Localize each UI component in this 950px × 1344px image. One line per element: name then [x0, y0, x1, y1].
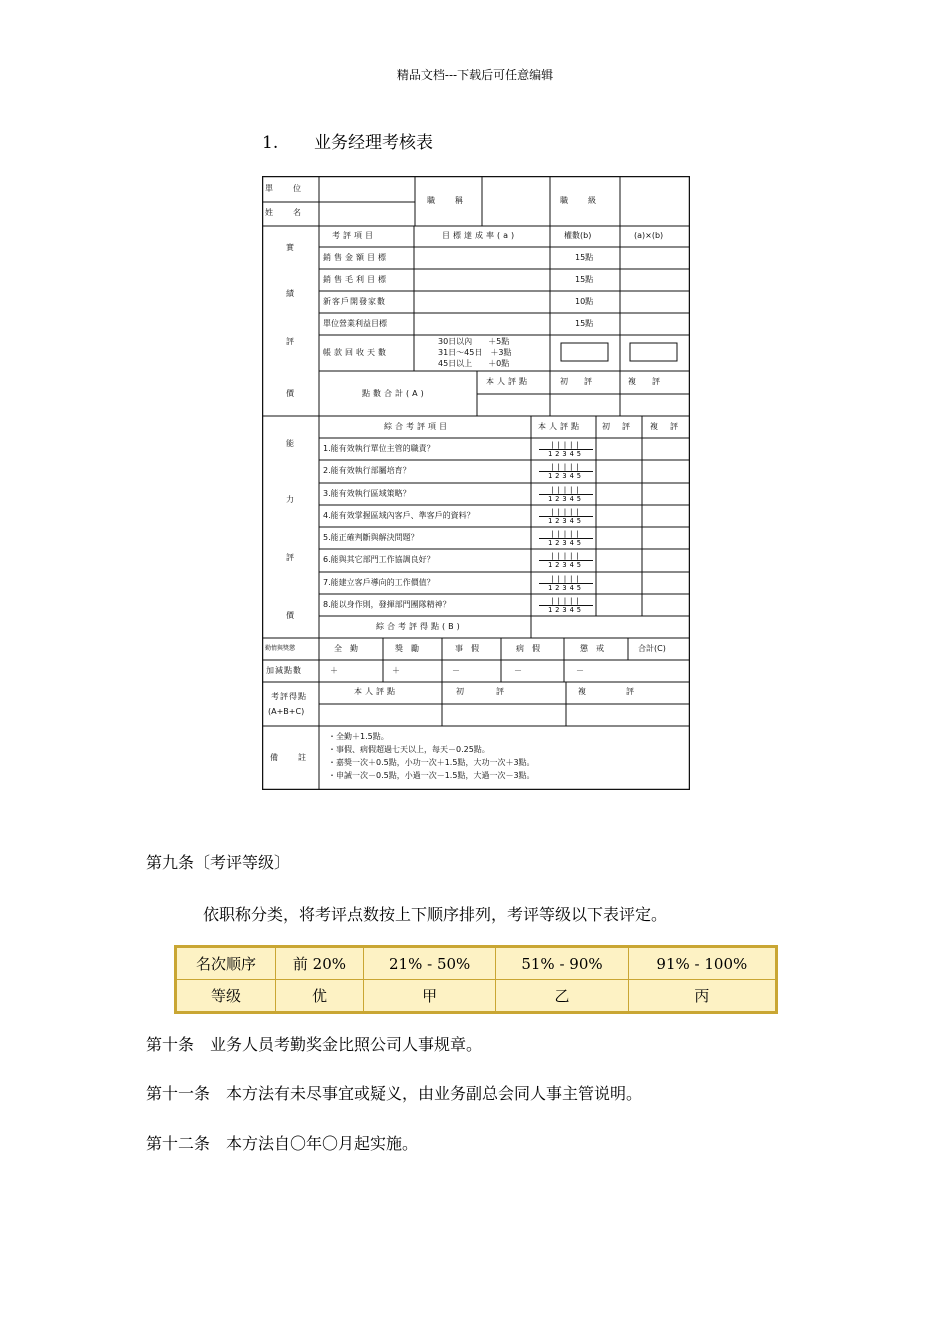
note-2: ・事假、病假超過七天以上，每天－0.25點。: [328, 745, 490, 754]
scale-numbers: 12345: [547, 495, 585, 503]
rating-scale-4: [539, 508, 593, 525]
perf-item-4: 單位營業利益目標: [323, 319, 387, 328]
table-cell: 名次顺序: [177, 948, 276, 980]
rating-scale-5: [539, 530, 593, 547]
table-cell: 优: [275, 980, 363, 1012]
grade-table: [176, 947, 776, 1012]
page-header: 精品文档---下载后可任意编辑: [396, 68, 554, 82]
scale-numbers: 12345: [547, 472, 585, 480]
collection-item: 帳款回收天數: [323, 348, 389, 357]
section-title: [262, 128, 433, 153]
ability-self-rating: 本人評點: [538, 422, 582, 431]
notes-label: 備 註: [270, 753, 312, 762]
article-10: 第十条 业务人员考勤奖金比照公司人事规章。: [146, 1035, 483, 1054]
rating-scale-8: [539, 597, 593, 614]
perf-total-label: 點數合計(A): [362, 389, 427, 398]
ability-side-2: 力: [286, 495, 294, 504]
score-formula: (A+B+C): [268, 707, 305, 716]
perf-side-2: 績: [286, 289, 294, 298]
ability-header: 綜合考評項目: [384, 422, 450, 431]
collection-rule-1: 30日以內 ＋5點: [438, 337, 510, 346]
perf-item-3: 新客戶開發家數: [323, 297, 386, 306]
grade-paragraph: 依职称分类，将考评点数按上下顺序排列，考评等级以下表评定。: [203, 905, 668, 924]
score-first-rating: 初 評: [456, 687, 506, 696]
perf-weight-1: 15點: [575, 253, 594, 262]
article-12: 第十二条 本方法自〇年〇月起实施。: [146, 1134, 419, 1153]
perf-side-1: 實: [286, 243, 294, 252]
section-title-text: 业务经理考核表: [314, 133, 433, 153]
attendance-col-5: 懲 戒: [580, 644, 604, 653]
adjust-sign-5: －: [576, 666, 584, 675]
scale-ticks: |||||: [539, 597, 593, 606]
adjust-sign-4: －: [514, 666, 522, 675]
note-1: ・全勤＋1.5點。: [328, 732, 389, 741]
ability-side-4: 價: [286, 611, 294, 620]
scale-numbers: 12345: [547, 584, 585, 592]
perf-side-4: 價: [286, 389, 294, 398]
job-title-label: 職 稱: [427, 196, 469, 205]
section-number: 1.: [262, 133, 279, 153]
perf-item-1: 銷售金額目標: [323, 253, 389, 262]
unit-label: 單 位: [265, 184, 307, 193]
scale-ticks: |||||: [539, 463, 593, 472]
rating-scale-3: [539, 486, 593, 503]
rating-scale-7: [539, 575, 593, 592]
ability-side-1: 能: [286, 439, 294, 448]
ability-side-3: 評: [286, 553, 294, 562]
rating-scale-6: [539, 552, 593, 569]
ability-total-label: 綜合考評得點(B): [376, 622, 463, 631]
note-3: ・嘉獎一次＋0.5點，小功一次＋1.5點，大功一次＋3點。: [328, 758, 535, 767]
score-self-rating: 本人評點: [354, 687, 398, 696]
perf-weight-3: 10點: [575, 297, 594, 306]
ability-first-rating: 初 評: [602, 422, 632, 431]
attendance-col-1: 全 勤: [334, 644, 358, 653]
article-9: 第九条〔考评等级〕: [146, 853, 291, 872]
attendance-col-6: 合計(C): [638, 644, 666, 653]
form-grid: [262, 176, 690, 790]
evaluation-form: [262, 176, 690, 790]
attendance-col-2: 獎 勵: [395, 644, 419, 653]
scale-ticks: |||||: [539, 530, 593, 539]
score-second-rating: 複 評: [578, 687, 638, 696]
article-11: 第十一条 本方法有未尽事宜或疑义，由业务副总会同人事主管说明。: [146, 1084, 643, 1103]
rating-scale-1: [539, 441, 593, 458]
ability-item-5: 5.能正確判斷與解決問題？: [323, 533, 419, 542]
scale-numbers: 12345: [547, 517, 585, 525]
ability-item-1: 1.能有效執行單位主管的職責？: [323, 444, 435, 453]
score-label: 考評得點: [271, 692, 307, 701]
collection-rule-2: 31日～45日 ＋3點: [438, 348, 512, 357]
perf-header-item: 考評項目: [332, 231, 376, 240]
table-cell: 乙: [496, 980, 628, 1012]
adjust-sign-2: ＋: [392, 666, 400, 675]
perf-weight-2: 15點: [575, 275, 594, 284]
table-cell: 前 20%: [275, 948, 363, 980]
perf-self-rating: 本人評點: [486, 377, 530, 386]
note-4: ・申誡一次－0.5點，小過一次－1.5點，大過一次－3點。: [328, 771, 535, 780]
attendance-col-3: 事 假: [455, 644, 479, 653]
attendance-col-4: 病 假: [516, 644, 540, 653]
scale-ticks: |||||: [539, 552, 593, 561]
collection-rule-3: 45日以上 ＋0點: [438, 359, 510, 368]
scale-numbers: 12345: [547, 606, 585, 614]
perf-first-rating: 初 評: [560, 377, 596, 386]
scale-ticks: |||||: [539, 441, 593, 450]
job-level-label: 職 級: [560, 196, 602, 205]
adjust-sign-3: －: [452, 666, 460, 675]
scale-numbers: 12345: [547, 539, 585, 547]
scale-numbers: 12345: [547, 450, 585, 458]
perf-item-2: 銷售毛利目標: [323, 275, 389, 284]
table-cell: 91% - 100%: [628, 948, 775, 980]
table-cell: 51% - 90%: [496, 948, 628, 980]
perf-header-weight: 權數(b): [564, 231, 592, 240]
name-label: 姓 名: [265, 208, 307, 217]
table-cell: 21% - 50%: [364, 948, 496, 980]
perf-side-3: 評: [286, 337, 294, 346]
ability-item-8: 8.能以身作則，發揮部門團隊精神？: [323, 600, 451, 609]
scale-ticks: |||||: [539, 508, 593, 517]
scale-numbers: 12345: [547, 561, 585, 569]
table-row: [177, 948, 776, 980]
table-cell: 甲: [364, 980, 496, 1012]
perf-header-rate: 目標達成率(a): [442, 231, 518, 240]
table-cell: 丙: [628, 980, 775, 1012]
adjust-label: 加減點數: [266, 666, 302, 675]
ability-item-4: 4.能有效掌握區域內客戶、準客戶的資料？: [323, 511, 475, 520]
perf-weight-4: 15點: [575, 319, 594, 328]
perf-header-product: (a)×(b): [634, 231, 664, 240]
attendance-label: 勤惰與獎懲: [265, 645, 296, 652]
ability-item-7: 7.能建立客戶導向的工作價值？: [323, 578, 435, 587]
adjust-sign-1: ＋: [330, 666, 338, 675]
rating-scale-2: [539, 463, 593, 480]
perf-second-rating: 複 評: [628, 377, 664, 386]
ability-item-6: 6.能與其它部門工作協調良好？: [323, 555, 435, 564]
table-cell: 等级: [177, 980, 276, 1012]
ability-item-2: 2.能有效執行部屬培育？: [323, 466, 411, 475]
ability-item-3: 3.能有效執行區域策略？: [323, 489, 411, 498]
table-row: [177, 980, 776, 1012]
scale-ticks: |||||: [539, 486, 593, 495]
ability-second-rating: 複 評: [650, 422, 680, 431]
scale-ticks: |||||: [539, 575, 593, 584]
